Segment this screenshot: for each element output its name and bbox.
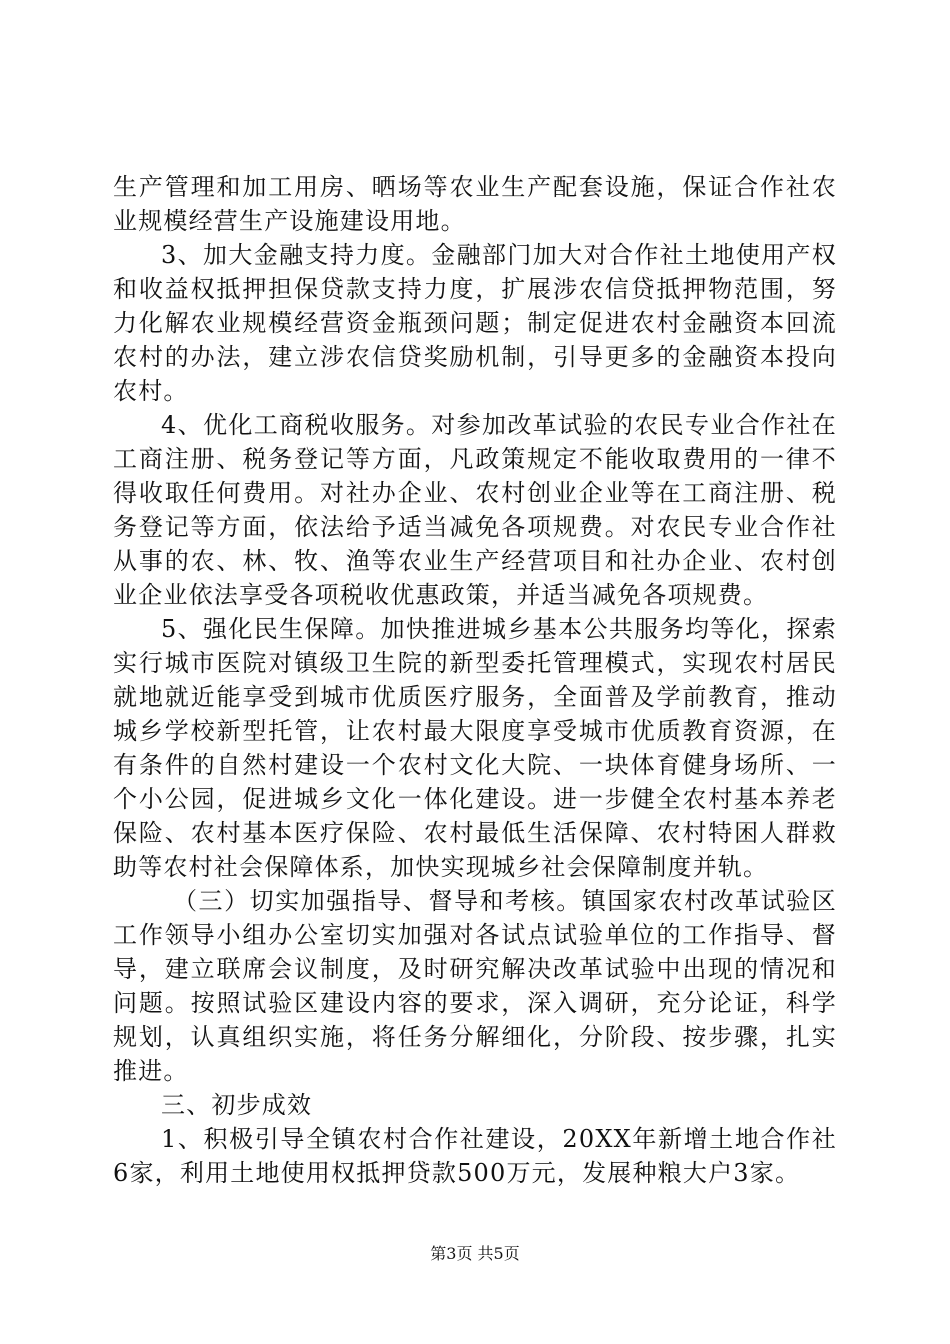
document-body [113, 170, 837, 1190]
paragraph-livelihood-security: 5、强化民生保障。加快推进城乡基本公共服务均等化，探索实行城市医院对镇级卫生院的新型委托管理模式，实现农村居民就地就近能享受到城市优质医疗服务，全面普及学前教育，推动城乡学校新型托管，让农村最大限度享受城市优质教育资源，在有条件的自然村建设一个农村文化大院、一块体育健身场所、一个小公园，促进城乡文化一体化建设。进一步健全农村基本养老保险、农村基本医疗保险、农村最低生活保障、农村特困人群救助等农村社会保障体系，加快实现城乡社会保障制度并轨。 [113, 615, 837, 881]
section-heading-initial-results: 三、初步成效 [161, 1091, 313, 1119]
paragraph-financial-support: 3、加大金融支持力度。金融部门加大对合作社土地使用产权和收益权抵押担保贷款支持力度，扩展涉农信贷抵押物范围，努力化解农业规模经营资金瓶颈问题；制定促进农村金融资本回流农村的办法，建立涉农信贷奖励机制，引导更多的金融资本投向农村。 [113, 241, 837, 405]
page-number-footer: 第3页 共5页 [430, 1244, 520, 1263]
paragraph-tax-service: 4、优化工商税收服务。对参加改革试验的农民专业合作社在工商注册、税务登记等方面，凡政策规定不能收取费用的一律不得收取任何费用。对社办企业、农村创业企业等在工商注册、税务登记等方面，依法给予适当减免各项规费。对农民专业合作社从事的农、林、牧、渔等农业生产经营项目和社办企业、农村创业企业依法享受各项税收优惠政策，并适当减免各项规费。 [113, 411, 837, 609]
paragraph-cooperative-results: 1、积极引导全镇农村合作社建设，20XX年新增土地合作社6家，利用土地使用权抵押贷款500万元，发展种粮大户3家。 [113, 1125, 837, 1187]
paragraph-guidance-supervision: （三）切实加强指导、督导和考核。镇国家农村改革试验区工作领导小组办公室切实加强对各试点试验单位的工作指导、督导，建立联席会议制度，及时研究解决改革试验中出现的情况和问题。按照试验区建设内容的要求，深入调研，充分论证，科学规划，认真组织实施，将任务分解细化，分阶段、按步骤，扎实推进。 [113, 887, 837, 1085]
paragraph-land-use-continued: 生产管理和加工用房、晒场等农业生产配套设施，保证合作社农业规模经营生产设施建设用地。 [113, 173, 837, 235]
